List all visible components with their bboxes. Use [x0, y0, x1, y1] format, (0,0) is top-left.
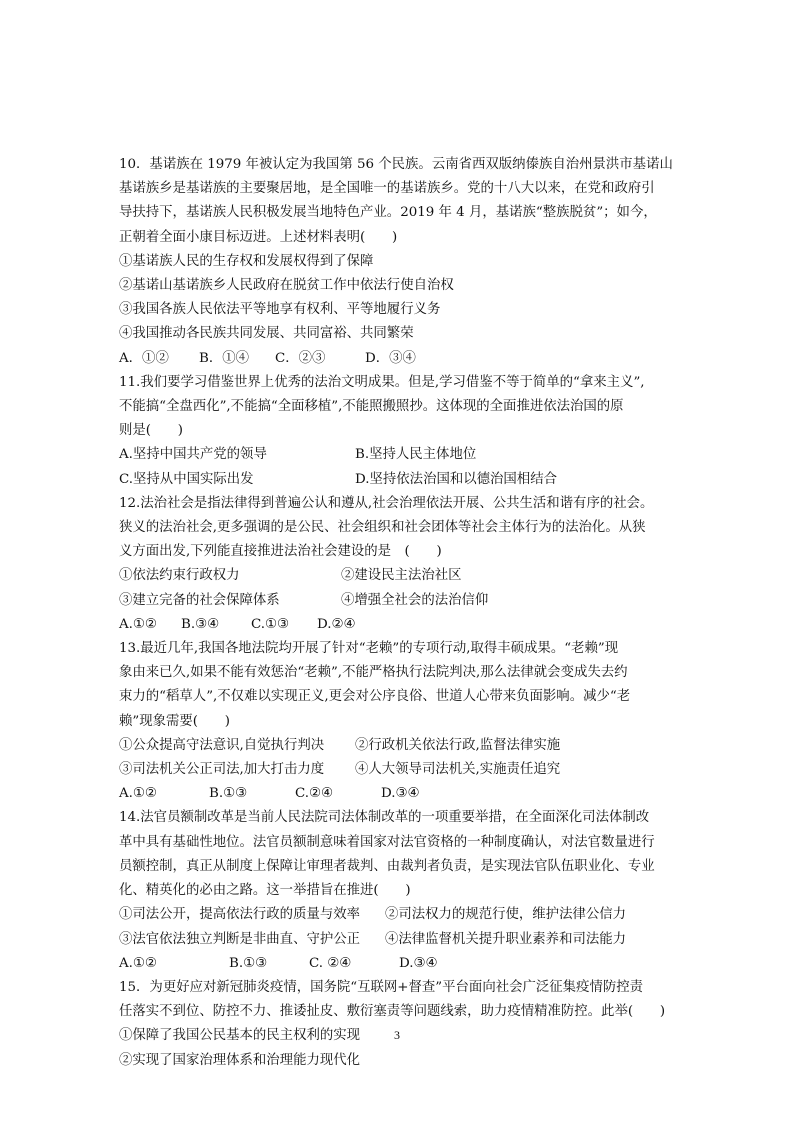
question-stem-line: 基诺族乡是基诺族的主要聚居地，是全国唯一的基诺族乡。党的十八大以来，在党和政府引	[119, 181, 655, 197]
question-stem-line: 革中具有基础性地位。法官员额制意味着国家对法官资格的一种制度确认，对法官数量进行	[119, 834, 655, 850]
answer-choice-c: C. ②④	[309, 955, 352, 971]
answer-choice-c: C.①③	[251, 616, 290, 632]
answer-choice-c: C.坚持从中国实际出发	[119, 471, 254, 487]
question-stem-line: 化、精英化的必由之路。这一举措旨在推进( )	[119, 883, 411, 899]
answer-choices	[119, 347, 684, 371]
question-stem-line: 11.我们要学习借鉴世界上优秀的法治文明成果。但是,学习借鉴不等于简单的“拿来主义”,	[119, 374, 645, 390]
question-stem-line: 10．基诺族在 1979 年被认定为我国第 56 个民族。云南省西双版纳傣族自治州景洪市基诺山	[119, 157, 673, 172]
answer-choice-d: D.③④	[399, 955, 438, 971]
question-stem-line: 不能搞“全盘西化”,不能搞“全面移植”,不能照搬照抄。这体现的全面推进依法治国的原	[119, 399, 624, 415]
answer-choice-c: C．②③	[275, 350, 326, 366]
statement-item: ③法官依法独立判断是非曲直、守护公正	[119, 931, 361, 947]
statement-item: ②实现了国家治理体系和治理能力现代化	[119, 1052, 361, 1068]
answer-choice-d: D．③④	[365, 350, 416, 366]
answer-choice-row	[119, 443, 684, 467]
answer-choice-b: B.坚持人民主体地位	[355, 447, 477, 463]
statement-item: ②基诺山基诺族乡人民政府在脱贫工作中依法行使自治权	[119, 278, 454, 294]
question-13	[119, 637, 684, 806]
question-11	[119, 371, 684, 492]
statement-row	[119, 903, 684, 927]
page-content	[119, 153, 684, 1073]
answer-choice-b: B.①③	[209, 786, 248, 802]
question-12	[119, 492, 684, 637]
question-10	[119, 153, 684, 371]
question-stem-line: 13.最近几年,我国各地法院均开展了针对“老赖”的专项行动,取得丰硕成果。“老赖”现	[119, 641, 619, 657]
answer-choices	[119, 613, 684, 637]
statement-item: ①依法约束行政权力	[119, 568, 240, 584]
question-stem-line: 义方面出发,下列能直接推进法治社会建设的是 ( )	[119, 544, 442, 560]
answer-choice-b: B.①③	[229, 955, 268, 971]
question-stem-line: 赖”现象需要( )	[119, 713, 231, 729]
question-stem-line: 任落实不到位、防控不力、推诿扯皮、敷衍塞责等问题线索，助力疫情精准防控。此举( )	[119, 1004, 666, 1020]
statement-item: ①司法公开，提高依法行政的质量与效率	[119, 907, 361, 923]
answer-choice-d: D.②④	[317, 616, 356, 632]
page-number: 3	[394, 1028, 400, 1042]
statement-item: ②司法权力的规范行使，维护法律公信力	[385, 907, 627, 923]
answer-choice-d: D.坚持依法治国和以德治国相结合	[355, 471, 557, 487]
answer-choice-a: A．①②	[119, 350, 169, 366]
statement-row	[119, 589, 684, 613]
statement-item: ③司法机关公正司法,加大打击力度	[119, 762, 325, 778]
statement-row	[119, 758, 684, 782]
statement-item: ①保障了我国公民基本的民主权利的实现	[119, 1028, 361, 1044]
question-stem-line: 导扶持下，基诺族人民积极发展当地特色产业。2019 年 4 月，基诺族“整族脱贫”；如今，	[119, 205, 657, 221]
statement-item: ④增强全社会的法治信仰	[341, 592, 489, 608]
question-stem-line: 14.法官员额制改革是当前人民法院司法体制改革的一项重要举措，在全面深化司法体制改	[119, 810, 650, 826]
question-stem-line: 员额控制，真正从制度上保障让审理者裁判、由裁判者负责，是实现法官队伍职业化、专业	[119, 858, 655, 874]
statement-item: ②建设民主法治社区	[341, 568, 462, 584]
question-stem-line: 15．为更好应对新冠肺炎疫情，国务院“互联网+督查”平台面向社会广泛征集疫情防控责	[119, 979, 644, 995]
answer-choice-a: A.①②	[119, 786, 157, 802]
statement-item: ④人大领导司法机关,实施责任追究	[355, 762, 561, 778]
answer-choices	[119, 782, 684, 806]
answer-choice-b: B.③④	[181, 616, 220, 632]
question-stem-line: 正朝着全面小康目标迈进。上述材料表明( )	[119, 229, 398, 245]
statement-item: ④法律监督机关提升职业素养和司法能力	[385, 931, 627, 947]
statement-item: ①公众提高守法意识,自觉执行判决	[119, 737, 325, 753]
question-stem-line: 12.法治社会是指法律得到普遍公认和遵从,社会治理依法开展、公共生活和谐有序的社会。	[119, 495, 654, 511]
answer-choice-c: C.②④	[295, 786, 334, 802]
statement-row	[119, 928, 684, 952]
question-14	[119, 806, 684, 975]
question-stem-line: 束力的“稻草人”,不仅难以实现正义,更会对公序良俗、世道人心带来负面影响。减少“老	[119, 689, 631, 705]
statement-item: ①基诺族人民的生存权和发展权得到了保障	[119, 253, 374, 269]
answer-choice-b: B．①④	[199, 350, 250, 366]
statement-item: ③我国各族人民依法平等地享有权利、平等地履行义务	[119, 302, 441, 318]
question-stem-line: 象由来已久,如果不能有效惩治“老赖”,不能严格执行法院判决,那么法律就会变成失去约	[119, 665, 628, 681]
statement-row	[119, 564, 684, 588]
statement-item: ②行政机关依法行政,监督法律实施	[355, 737, 561, 753]
answer-choice-a: A.①②	[119, 616, 157, 632]
answer-choice-a: A.①②	[119, 955, 157, 971]
answer-choice-row	[119, 468, 684, 492]
statement-item: ④我国推动各民族共同发展、共同富裕、共同繁荣	[119, 326, 414, 342]
statement-item: ③建立完备的社会保障体系	[119, 592, 280, 608]
answer-choices	[119, 952, 684, 976]
answer-choice-d: D.③④	[381, 786, 420, 802]
question-stem-line: 则是( )	[119, 423, 184, 439]
statement-row	[119, 734, 684, 758]
question-15	[119, 976, 684, 1073]
question-stem-line: 狭义的法治社会,更多强调的是公民、社会组织和社会团体等社会主体行为的法治化。从狭	[119, 520, 646, 536]
answer-choice-a: A.坚持中国共产党的领导	[119, 447, 267, 463]
